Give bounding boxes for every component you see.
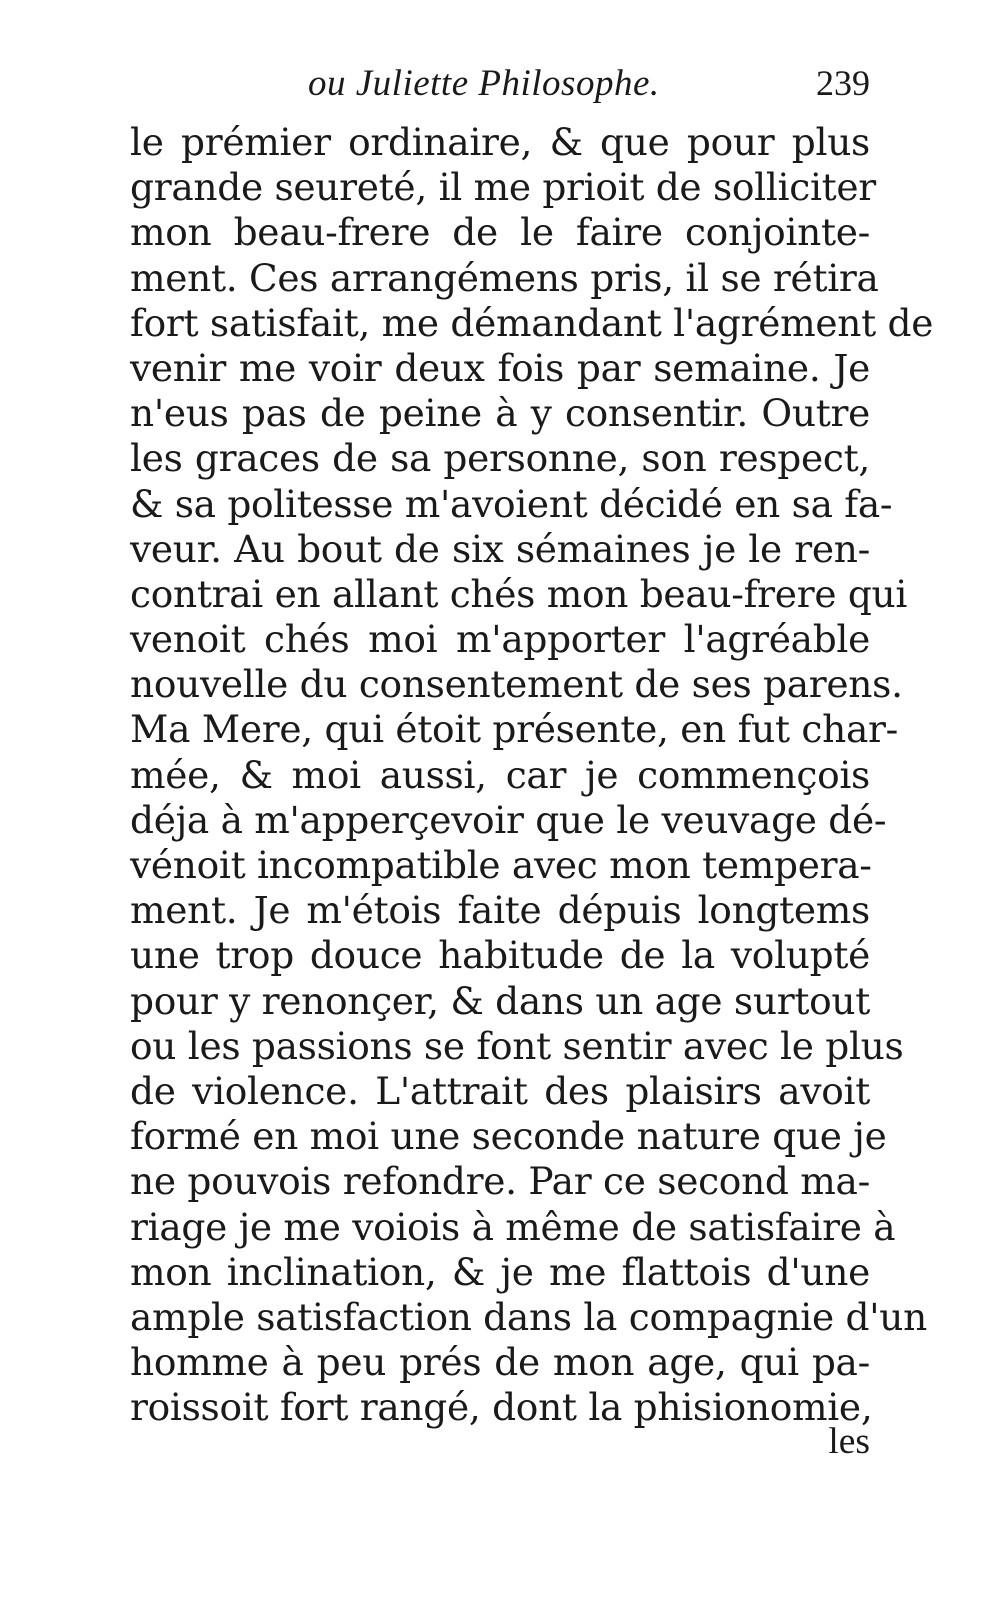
text-line: Ma Mere, qui étoit présente, en fut char- <box>130 707 899 752</box>
text-line: contrai en allant chés mon beau-frere qui <box>130 571 908 616</box>
text-line: n'eus pas de peine à y consentir. Outre <box>130 391 870 436</box>
text-line: de violence. L'attrait des plaisirs avoit <box>130 1068 870 1113</box>
text-line: formé en moi une seconde nature que je <box>130 1114 887 1159</box>
text-line: ample satisfaction dans la compagnie d'un <box>130 1294 927 1339</box>
running-title: ou Juliette Philosophe. <box>308 63 660 104</box>
text-line: venir me voir deux fois par semaine. Je <box>130 345 870 390</box>
running-head <box>130 62 870 122</box>
text-line: vénoit incompatible avec mon tempera- <box>130 843 872 887</box>
text-line: mée, & moi aussi, car je commençois <box>130 752 870 797</box>
text-line: riage je me voiois à même de satisfaire à <box>130 1204 896 1249</box>
text-line: veur. Au bout de six sémaines je le ren- <box>130 526 870 571</box>
text-line: venoit chés moi m'apporter l'agréable <box>130 617 870 662</box>
text-line: pour y renonçer, & dans un age surtout <box>130 978 870 1023</box>
text-line: le prémier ordinaire, & que pour plus <box>130 120 870 164</box>
body-text <box>130 120 934 1430</box>
text-line: homme à peu prés de mon age, qui pa- <box>130 1340 870 1385</box>
text-line: les graces de sa personne, son respect, <box>130 436 870 481</box>
text-line: mon inclination, & je me flattois d'une <box>130 1249 870 1294</box>
page-number: 239 <box>816 63 870 103</box>
text-line: fort satisfait, me démandant l'agrément de <box>130 300 934 345</box>
text-line: une trop douce habitude de la volupté <box>130 933 870 978</box>
text-line: mon beau-frere de le faire conjointe- <box>130 210 870 255</box>
text-line: nouvelle du consentement de ses parens. <box>130 662 903 707</box>
text-line: ment. Je m'étois faite dépuis longtems <box>130 888 870 933</box>
text-line: ment. Ces arrangémens pris, il se rétira <box>130 255 879 300</box>
text-line: ou les passions se font sentir avec le plus <box>130 1023 904 1068</box>
text-line: déja à m'apperçevoir que le veuvage dé- <box>130 797 887 842</box>
text-line: ne pouvois refondre. Par ce second ma- <box>130 1159 870 1204</box>
catchword: les <box>828 1421 870 1462</box>
text-line: grande seureté, il me prioit de solliciter <box>130 165 876 210</box>
text-line: roissoit fort rangé, dont la phisionomie, <box>130 1385 873 1430</box>
text-line: & sa politesse m'avoient décidé en sa fa- <box>130 481 893 526</box>
